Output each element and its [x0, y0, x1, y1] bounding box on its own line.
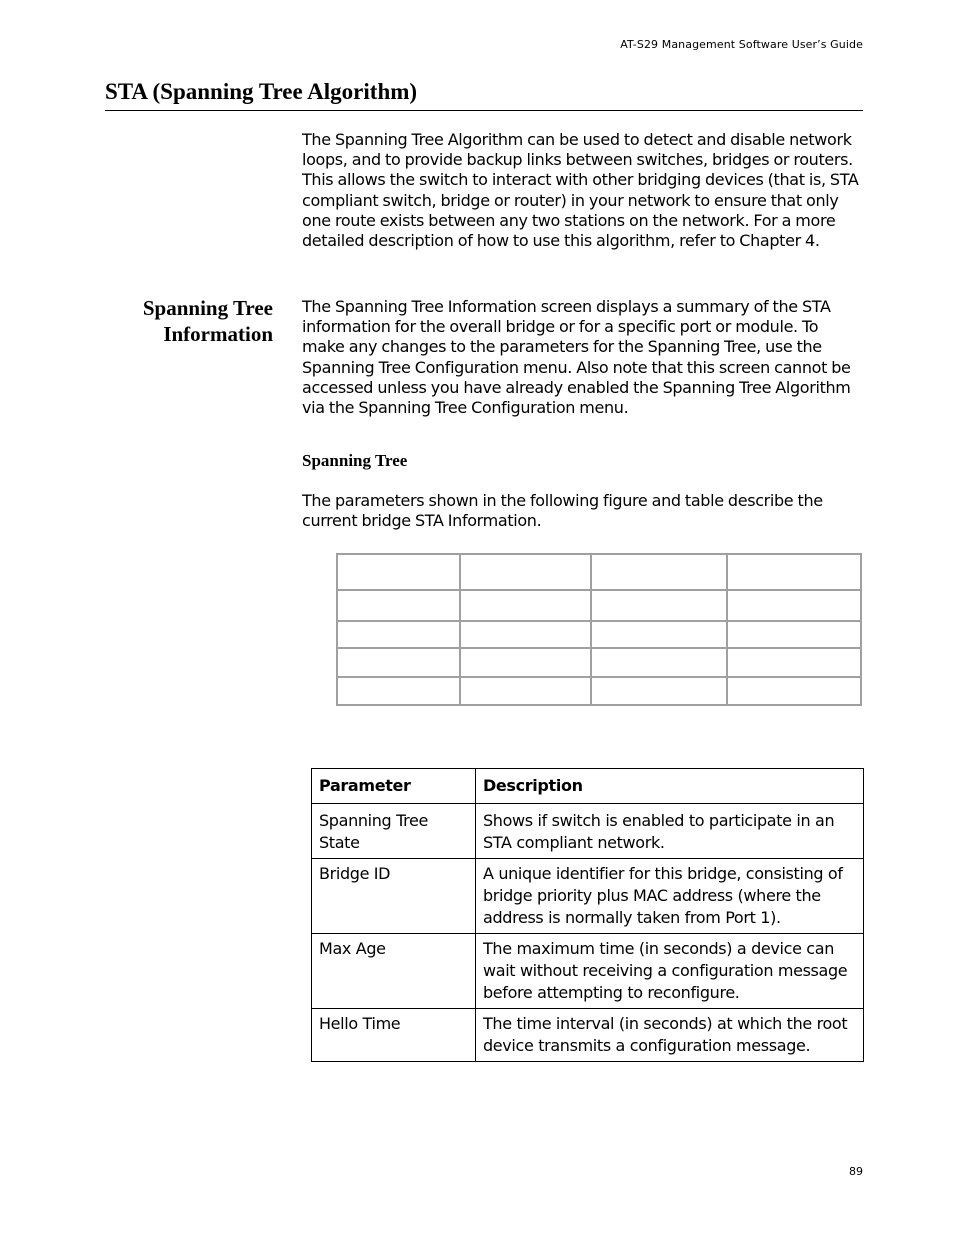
cell-description: The time interval (in seconds) at which the root device transmits a configuration message. [476, 1009, 864, 1062]
header-parameter: Parameter [312, 769, 476, 804]
parameter-table [311, 768, 864, 1062]
table-row [312, 934, 864, 1009]
intro-paragraph: The Spanning Tree Algorithm can be used to detect and disable network loops, and to provide backup links between switches, bridges or routers. This allows the switch to interact with other bridging devices (that is, STA compliant switch, bridge or router) in your network to ensure that only one route exists between any two stations on the network. For a more detailed description of how to use this algorithm, refer to Chapter 4. [302, 130, 859, 251]
figure-intro: The parameters shown in the following figure and table describe the current bridge STA Information. [302, 491, 823, 531]
grid-line [338, 620, 860, 622]
table-row [312, 804, 864, 859]
side-heading-line1: Spanning Tree [142, 296, 273, 320]
cell-parameter: Bridge ID [312, 859, 476, 934]
table-row [312, 1009, 864, 1062]
grid-line [338, 647, 860, 649]
header-description: Description [476, 769, 864, 804]
running-header: AT-S29 Management Software User’s Guide [620, 38, 863, 51]
cell-parameter: Spanning Tree State [312, 804, 476, 859]
side-heading [90, 295, 273, 347]
grid-line [459, 555, 461, 704]
grid-line [590, 555, 592, 704]
grid-line [726, 555, 728, 704]
cell-description: A unique identifier for this bridge, consisting of bridge priority plus MAC address (where the address is normally taken from Port 1). [476, 859, 864, 934]
cell-description: Shows if switch is enabled to participate in an STA compliant network. [476, 804, 864, 859]
page-number: 89 [849, 1165, 863, 1178]
table-row [312, 859, 864, 934]
grid-line [338, 676, 860, 678]
cell-parameter: Max Age [312, 934, 476, 1009]
table-header-row [312, 769, 864, 804]
cell-description: The maximum time (in seconds) a device can wait without receiving a configuration message before attempting to reconfigure. [476, 934, 864, 1009]
side-heading-line2: Information [163, 322, 273, 346]
sub-heading: Spanning Tree [302, 451, 408, 470]
section-title: STA (Spanning Tree Algorithm) [105, 77, 863, 111]
info-paragraph: The Spanning Tree Information screen displays a summary of the STA information for the overall bridge or for a specific port or module. To make any changes to the parameters for the Spanning Tree, use the Spanning Tree Configuration menu. Also note that this screen cannot be accessed unless you have already enabled the Spanning Tree Algorithm via the Spanning Tree Configuration menu. [302, 297, 851, 418]
grid-line [338, 589, 860, 591]
screen-figure-grid [336, 553, 862, 706]
cell-parameter: Hello Time [312, 1009, 476, 1062]
